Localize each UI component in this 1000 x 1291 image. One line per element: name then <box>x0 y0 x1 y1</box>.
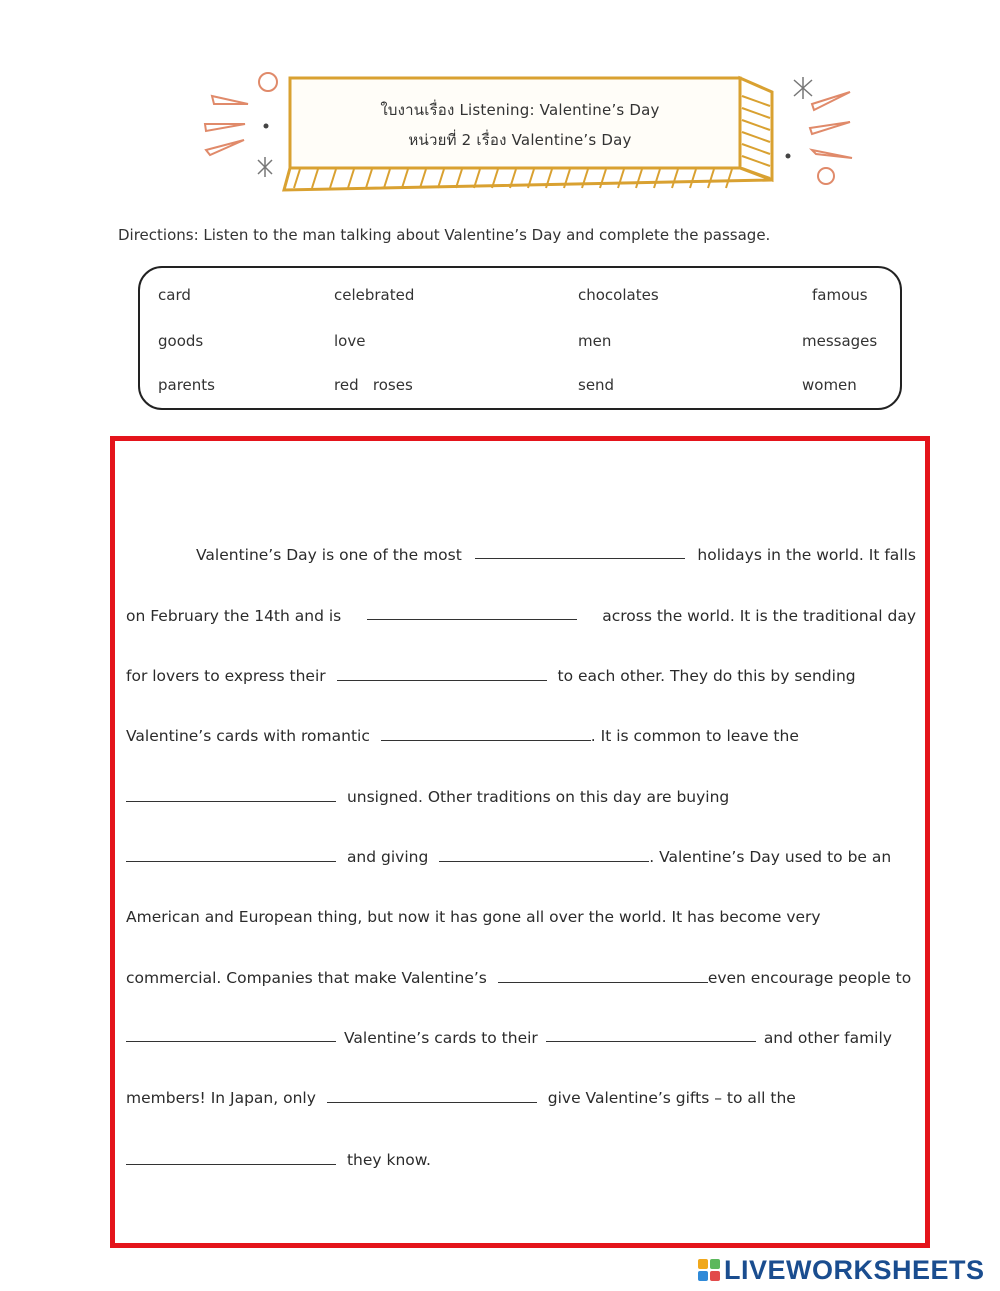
passage-text: commercial. Companies that make Valentine’s <box>126 969 487 987</box>
answer-blank[interactable] <box>367 604 577 620</box>
passage-text: American and European thing, but now it has gone all over the world. It has become very <box>126 908 821 926</box>
answer-blank[interactable] <box>126 786 336 802</box>
passage-text: give Valentine’s gifts – to all the <box>547 1089 796 1107</box>
passage-line <box>126 724 916 748</box>
passage-text: and giving <box>346 848 429 866</box>
right-rays <box>810 92 852 184</box>
word-bank-item: men <box>578 332 612 350</box>
passage-line <box>126 1086 916 1110</box>
passage-text: Valentine’s cards with romantic <box>126 727 370 745</box>
passage-line <box>126 1026 892 1050</box>
word-bank <box>138 266 902 410</box>
directions-text: Directions: Listen to the man talking about Valentine’s Day and complete the passage. <box>118 226 771 244</box>
passage-text: holidays in the world. It falls <box>697 546 916 564</box>
answer-blank[interactable] <box>126 1149 336 1165</box>
answer-blank[interactable] <box>439 846 649 862</box>
left-sparkle <box>258 157 272 177</box>
word-bank-item: goods <box>158 332 204 350</box>
right-sparkle <box>794 77 812 99</box>
word-bank-item: women <box>802 376 857 394</box>
passage-line <box>126 664 916 688</box>
banner-face <box>290 78 740 168</box>
passage-text: Valentine’s cards to their <box>344 1029 538 1047</box>
word-bank-item: red roses <box>334 376 413 394</box>
word-bank-item: parents <box>158 376 215 394</box>
passage-text: even encourage people to <box>707 969 912 987</box>
word-bank-item: celebrated <box>334 286 415 304</box>
passage-line <box>126 1148 916 1172</box>
answer-blank[interactable] <box>546 1026 756 1042</box>
passage-line <box>126 845 916 869</box>
worksheet-subtitle: หน่วยที่ 2 เรื่อง Valentine’s Day <box>408 131 632 149</box>
passage-text: on February the 14th and is <box>126 607 342 625</box>
liveworksheets-logo[interactable] <box>698 1254 985 1286</box>
word-bank-item: card <box>158 286 191 304</box>
passage-text: they know. <box>346 1151 431 1169</box>
logo-icon <box>698 1259 720 1281</box>
passage-text: Valentine’s Day is one of the most <box>196 546 462 564</box>
word-bank-item: send <box>578 376 615 394</box>
passage-line <box>126 905 916 929</box>
logo-text: LIVEWORKSHEETS <box>724 1254 985 1285</box>
passage-text: across the world. It is the traditional day <box>602 607 916 625</box>
answer-blank[interactable] <box>475 543 685 559</box>
passage-line <box>126 966 916 990</box>
word-bank-item: messages <box>802 332 878 350</box>
worksheet-title: ใบงานเรื่อง Listening: Valentine’s Day <box>380 101 660 119</box>
answer-blank[interactable] <box>126 846 336 862</box>
passage-text: . It is common to leave the <box>590 727 799 745</box>
passage-text: members! In Japan, only <box>126 1089 316 1107</box>
passage-text: . Valentine’s Day used to be an <box>649 848 892 866</box>
passage-line <box>126 543 916 567</box>
answer-blank[interactable] <box>381 725 591 741</box>
answer-blank[interactable] <box>126 1026 336 1042</box>
left-rays <box>205 73 277 155</box>
answer-blank[interactable] <box>337 665 547 681</box>
passage-line <box>126 785 916 809</box>
passage-text: unsigned. Other traditions on this day are buying <box>346 788 730 806</box>
word-bank-item: famous <box>812 286 868 304</box>
passage-text: to each other. They do this by sending <box>557 667 856 685</box>
word-bank-item: love <box>334 332 366 350</box>
passage-text: for lovers to express their <box>126 667 326 685</box>
passage-line <box>126 604 916 628</box>
answer-blank[interactable] <box>498 967 708 983</box>
answer-blank[interactable] <box>327 1087 537 1103</box>
passage-text: and other family <box>763 1029 892 1047</box>
word-bank-item: chocolates <box>578 286 659 304</box>
